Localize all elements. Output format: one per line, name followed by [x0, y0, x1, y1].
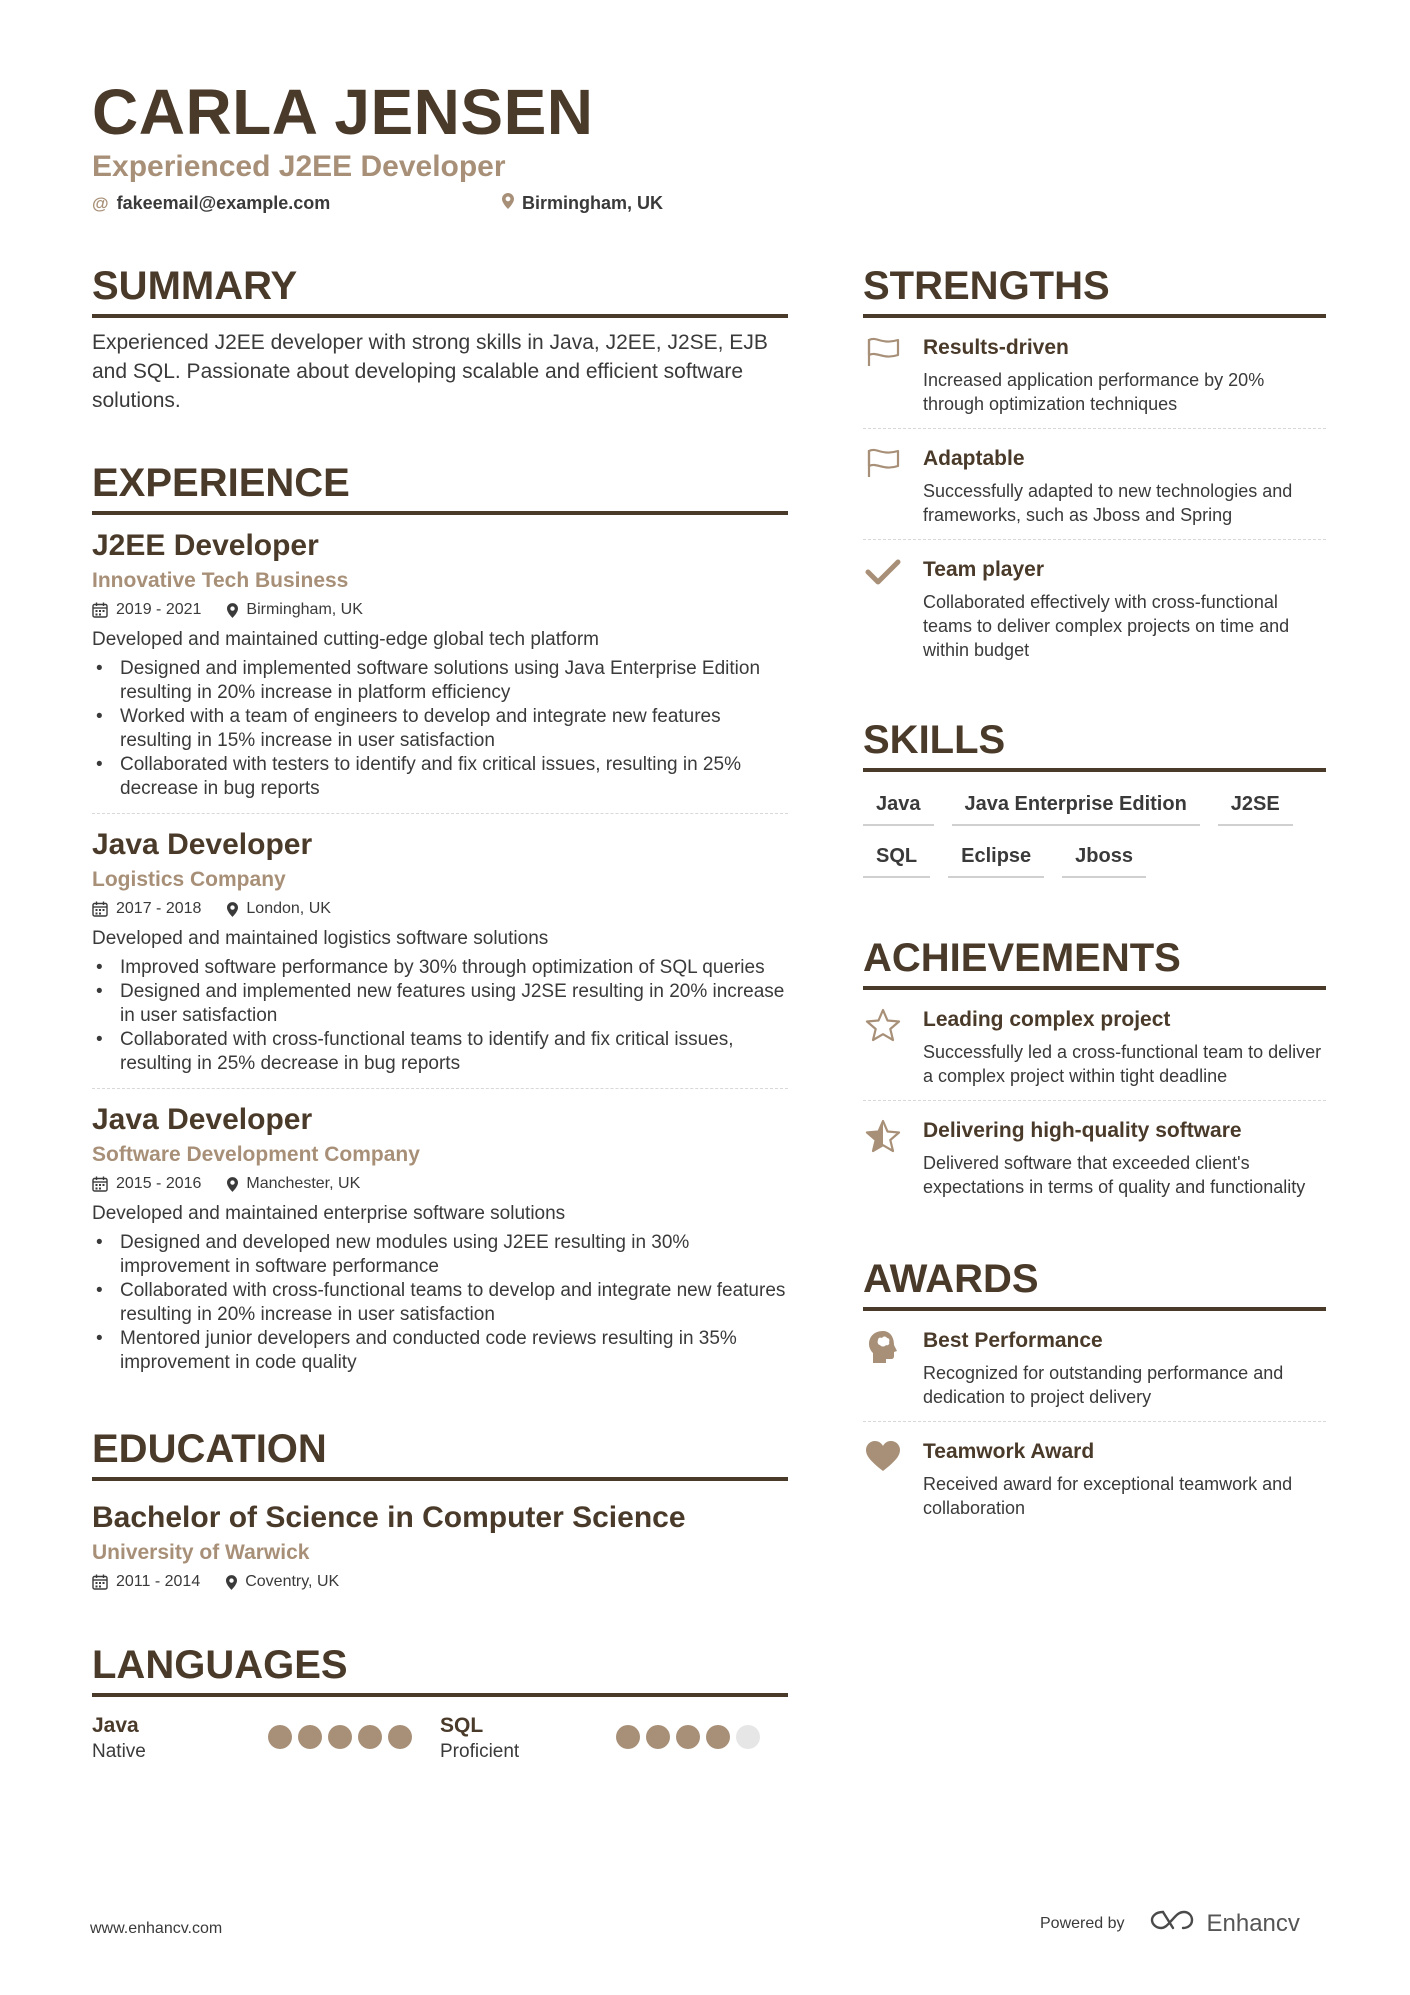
star-outline-icon [865, 1008, 901, 1088]
job-company: Software Development Company [92, 1143, 420, 1166]
candidate-tagline: Experienced J2EE Developer [92, 150, 506, 183]
job-bullet: • Designed and implemented software solutions using Java Enterprise Edition resulting in 20% increase in platform efficiency [120, 657, 788, 705]
enhancv-logo[interactable] [1149, 1908, 1300, 1939]
language-item [92, 1713, 440, 1765]
strength-title: Adaptable [923, 447, 1025, 470]
skills-title: SKILLS [863, 714, 1326, 772]
language-name: SQL [440, 1714, 484, 1737]
strengths-section [863, 260, 1326, 674]
job-location: Manchester, UK [246, 1175, 361, 1192]
strength-item [863, 539, 1326, 674]
location-text: Birmingham, UK [522, 193, 664, 213]
job-bullet: • Collaborated with cross-functional teams to develop and integrate new features resulting in 20% increase in user satisfaction [120, 1279, 788, 1327]
location-pin-icon [227, 603, 238, 618]
rating-dot-filled [646, 1725, 670, 1749]
job-meta [92, 898, 788, 920]
strength-description: Increased application performance by 20% through optimization techniques [923, 370, 1265, 414]
job-title: Java Developer [92, 828, 313, 861]
languages-section [92, 1639, 788, 1765]
awards-title: AWARDS [863, 1253, 1326, 1311]
summary-section [92, 260, 788, 415]
checkmark-icon [865, 558, 901, 662]
calendar-icon [92, 901, 108, 917]
award-title: Teamwork Award [923, 1440, 1095, 1463]
skills-list [863, 786, 1326, 890]
skills-section [863, 714, 1326, 890]
candidate-name: CARLA JENSEN [92, 76, 594, 148]
footer-brand [1040, 1908, 1300, 1939]
achievement-title: Delivering high-quality software [923, 1119, 1242, 1142]
email-text: fakeemail@example.com [116, 193, 331, 213]
skill-tag: J2SE [1218, 786, 1293, 826]
rating-dot-filled [298, 1725, 322, 1749]
job-entry [92, 813, 788, 1088]
location-pin-icon [227, 1177, 238, 1192]
achievement-title: Leading complex project [923, 1008, 1171, 1031]
education-meta [92, 1571, 788, 1593]
calendar-icon [92, 1176, 108, 1192]
footer-website[interactable]: www.enhancv.com [90, 1920, 223, 1937]
job-meta [92, 599, 788, 621]
skill-tag: Java [863, 786, 934, 826]
right-column [863, 260, 1326, 1532]
job-dates: 2019 - 2021 [116, 601, 202, 618]
award-title: Best Performance [923, 1329, 1103, 1352]
job-title: Java Developer [92, 1103, 313, 1136]
award-item [863, 1421, 1326, 1532]
location-pin-icon [226, 1575, 237, 1590]
head-icon [866, 1329, 900, 1409]
achievement-item [863, 990, 1326, 1100]
education-title: EDUCATION [92, 1423, 788, 1481]
skill-tag: Eclipse [948, 838, 1044, 878]
award-item [863, 1311, 1326, 1421]
education-dates: 2011 - 2014 [116, 1573, 201, 1590]
job-company: Logistics Company [92, 868, 286, 891]
rating-dot-filled [676, 1725, 700, 1749]
achievement-description: Successfully led a cross-functional team to deliver a complex project within tight deadline [923, 1042, 1322, 1086]
summary-text: Experienced J2EE developer with strong skills in Java, J2EE, J2SE, EJB and SQL. Passionate about developing scalable and efficient software solutions. [92, 331, 768, 412]
job-description: Developed and maintained enterprise software solutions [92, 1203, 566, 1224]
job-bullets [92, 956, 788, 1076]
job-bullets [92, 657, 788, 801]
job-bullet: • Collaborated with testers to identify and fix critical issues, resulting in 25% decrease in bug reports [120, 753, 788, 801]
award-description: Received award for exceptional teamwork and collaboration [923, 1474, 1293, 1518]
language-level: Proficient [440, 1741, 520, 1762]
job-dates: 2015 - 2016 [116, 1175, 202, 1192]
language-item [440, 1713, 788, 1765]
enhancv-logo-icon [1149, 1908, 1195, 1939]
rating-dot-filled [388, 1725, 412, 1749]
rating-dot-filled [328, 1725, 352, 1749]
location-pin-icon [502, 193, 514, 214]
rating-dot-filled [268, 1725, 292, 1749]
heart-icon [865, 1440, 901, 1520]
achievements-section [863, 932, 1326, 1211]
job-bullet: • Collaborated with cross-functional teams to identify and fix critical issues, resulting in 25% decrease in bug reports [120, 1028, 788, 1076]
rating-dot-filled [616, 1725, 640, 1749]
experience-title: EXPERIENCE [92, 457, 788, 515]
calendar-icon [92, 602, 108, 618]
rating-dot-empty [736, 1725, 760, 1749]
job-location: Birmingham, UK [246, 601, 363, 618]
language-rating [268, 1725, 412, 1749]
job-entry [92, 1088, 788, 1387]
job-bullets [92, 1231, 788, 1375]
language-level: Native [92, 1741, 146, 1762]
job-company: Innovative Tech Business [92, 569, 349, 592]
job-dates: 2017 - 2018 [116, 900, 202, 917]
strength-description: Successfully adapted to new technologies and frameworks, such as Jboss and Spring [923, 481, 1293, 525]
awards-section [863, 1253, 1326, 1532]
job-meta [92, 1173, 788, 1195]
left-column [92, 260, 788, 1765]
job-entry [92, 527, 788, 813]
strength-item [863, 428, 1326, 539]
education-section [92, 1423, 788, 1593]
flag-icon [865, 336, 901, 416]
skill-tag: Java Enterprise Edition [952, 786, 1200, 826]
education-location: Coventry, UK [245, 1573, 340, 1590]
experience-section [92, 457, 788, 1387]
language-name: Java [92, 1714, 139, 1737]
powered-by-label: Powered by [1040, 1914, 1125, 1932]
contact-email[interactable] [92, 193, 330, 214]
at-icon: @ [92, 193, 109, 213]
education-degree: Bachelor of Science in Computer Science [92, 1501, 686, 1534]
summary-title: SUMMARY [92, 260, 788, 318]
rating-dot-filled [706, 1725, 730, 1749]
calendar-icon [92, 1574, 108, 1590]
job-title: J2EE Developer [92, 529, 319, 562]
language-rating [616, 1725, 760, 1749]
strength-title: Team player [923, 558, 1045, 581]
job-bullet: • Mentored junior developers and conducted code reviews resulting in 35% improvement in code quality [120, 1327, 788, 1375]
skill-tag: SQL [863, 838, 930, 878]
strength-description: Collaborated effectively with cross-functional teams to deliver complex projects on time and within budget [923, 592, 1290, 660]
location-pin-icon [227, 902, 238, 917]
achievement-item [863, 1100, 1326, 1211]
rating-dot-filled [358, 1725, 382, 1749]
flag-icon [865, 447, 901, 527]
job-bullet: • Worked with a team of engineers to develop and integrate new features resulting in 15% increase in user satisfaction [120, 705, 788, 753]
award-description: Recognized for outstanding performance and dedication to project delivery [923, 1363, 1284, 1407]
strength-title: Results-driven [923, 336, 1069, 359]
star-half-icon [865, 1119, 901, 1199]
job-bullet: • Improved software performance by 30% through optimization of SQL queries [120, 956, 788, 980]
strength-item [863, 318, 1326, 428]
enhancv-logo-text: Enhancv [1206, 1909, 1300, 1937]
job-location: London, UK [246, 900, 331, 917]
strengths-title: STRENGTHS [863, 260, 1326, 318]
job-description: Developed and maintained logistics software solutions [92, 928, 549, 949]
job-bullet: • Designed and developed new modules using J2EE resulting in 30% improvement in software performance [120, 1231, 788, 1279]
skill-tag: Jboss [1062, 838, 1146, 878]
education-school: University of Warwick [92, 1541, 310, 1564]
job-bullet: • Designed and implemented new features using J2SE resulting in 20% increase in user satisfaction [120, 980, 788, 1028]
achievements-title: ACHIEVEMENTS [863, 932, 1326, 990]
job-description: Developed and maintained cutting-edge global tech platform [92, 629, 599, 650]
achievement-description: Delivered software that exceeded client's expectations in terms of quality and functionality [923, 1153, 1306, 1197]
contact-location [502, 193, 663, 214]
languages-title: LANGUAGES [92, 1639, 788, 1697]
